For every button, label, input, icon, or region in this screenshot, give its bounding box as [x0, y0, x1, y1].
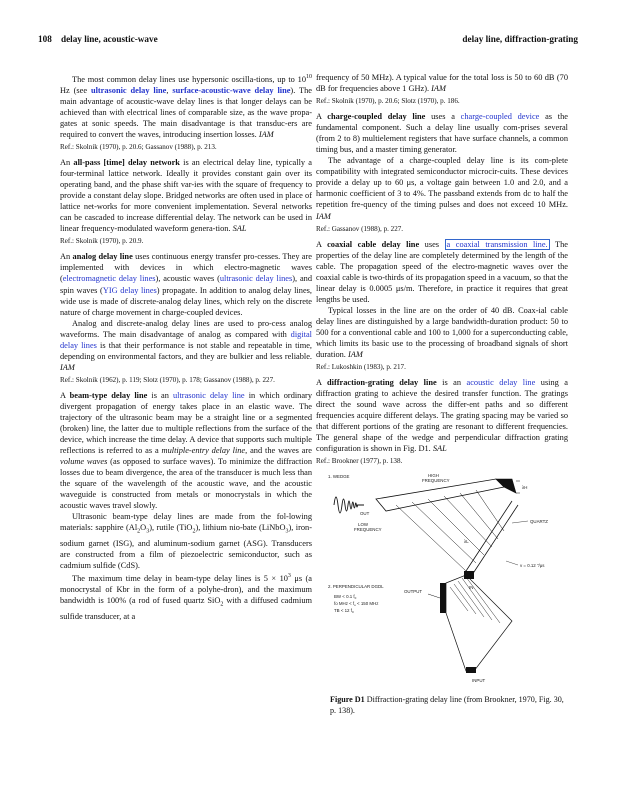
- text: ), and spin waves (: [60, 274, 313, 295]
- text: ). The main advantage of acoustic-wave delay lines is that longer delays can be achieved than with electrical lines of comparable size, as the wave propa-gates at sonic speeds. The main disadvantage is that transduc-ers are required to convert the waves, introducing insertion losses.: [60, 85, 312, 140]
- label-time-bandwidth: [334, 608, 354, 614]
- text: ), rutile (TiO: [149, 523, 193, 533]
- figure-caption: [316, 695, 568, 716]
- header-right-title: delay line, diffraction-grating: [462, 34, 578, 44]
- paragraph-continued: [316, 72, 568, 94]
- reference: Ref.: Skolnik (1970), p. 20.9.: [60, 237, 144, 246]
- text: ), iron-sodium garnet (ISG), and aluminum-sodium garnet (ASG). Transducers are constructed from a film of piezoelectric semiconductor, such as cadmium sulfide (CdS).: [60, 523, 312, 571]
- author-initials: IAM: [431, 84, 446, 94]
- label-high-frequency-1: HIGH: [428, 473, 439, 479]
- quartz-wedge: [376, 479, 504, 511]
- text: Hz (see: [60, 85, 91, 95]
- paragraph-ccd-advantage: [316, 155, 568, 221]
- label-quartz: QUARTZ: [530, 519, 548, 525]
- reference: Ref.: Gassanov (1988), p. 227.: [316, 224, 404, 233]
- fo-end-text: < 150 MHz: [355, 601, 379, 607]
- link-digital-delay-lines[interactable]: digital delay lines: [60, 329, 312, 350]
- wedge-end: [496, 479, 516, 493]
- output-transducer: [440, 583, 446, 613]
- paragraph-materials: [60, 511, 312, 571]
- label-out: OUT: [360, 511, 370, 517]
- link-electromagnetic-delay-lines[interactable]: electromagnetic delay lines: [62, 274, 156, 284]
- tb-text: TB < 12 f: [334, 608, 352, 614]
- label-perpendicular-dgdl: 2. PERPENDICULAR DGDL: [328, 584, 384, 590]
- link-charge-coupled-device[interactable]: charge-coupled device: [460, 112, 540, 122]
- text: frequency of 50 MHz). A typical value for the total loss is 50 to 60 dB (70 dB for frequencies above 1 GHz).: [316, 73, 568, 94]
- page-number: 108: [38, 34, 52, 44]
- text: ), lithium nio-bate (LiNbO: [195, 523, 286, 533]
- text: A: [316, 112, 328, 122]
- paragraph-coax-losses: [316, 305, 568, 360]
- text: uses continuous energy transfer pro-cesses. They are implemented with devices in which electro-magnetic waves (: [60, 252, 312, 284]
- text: O: [140, 523, 147, 533]
- italic-term: multiple-entry delay line: [161, 446, 246, 456]
- paragraph-max-delay: [60, 571, 312, 622]
- text: The properties of the delay line are completely determined by the length of the cable. The propagation speed of the electro-magnetic waves over the coaxial cable is two-thirds of its propagation speed in a vacuum, so that the linear delay is 0.0005 μs/m. Therefore, in practice it requires that great lengths be used.: [316, 239, 568, 304]
- text: μs (a monocrystal of Kbr in the form of a polyhe-dron), and the maximum bandwidth is 100% (a rod of fused quartz SiO: [60, 574, 313, 606]
- text: A: [60, 390, 70, 400]
- figure-d1-diagram: [316, 471, 568, 693]
- right-column: [316, 72, 568, 716]
- term-charge-coupled-delay-line: charge-coupled delay line: [327, 112, 426, 122]
- text: as the fundamental component. Such a delay line usually com-prises several (from 2 to 8) multielement registers that have surface channels, a common timing bus, and a master timing generator.: [316, 112, 568, 155]
- entry-coaxial-cable-delay-line: [316, 239, 568, 305]
- paragraph-analog-use: [60, 318, 312, 373]
- reference: Ref.: Skolnik (1970), p. 20.6; Slotz (1970), p. 186.: [316, 97, 460, 106]
- link-ultrasonic-delay-line[interactable]: ultrasonic delay line: [90, 85, 167, 95]
- fo-subscript: o: [354, 603, 356, 608]
- reference: Ref.: Skolnik (1962), p. 119; Slotz (1970), p. 178; Gassanov (1988), p. 227.: [60, 375, 275, 384]
- term-coaxial-cable-delay-line: coaxial cable delay line: [327, 239, 420, 249]
- entry-diffraction-grating-delay-line: [316, 377, 568, 454]
- label-lambda-h: λH: [522, 485, 528, 491]
- label-wedge: 1. WEDGE: [328, 474, 350, 480]
- bandwidth-subscript: 0: [354, 596, 357, 601]
- link-ultrasonic-delay-line[interactable]: ultrasonic delay line: [173, 390, 245, 400]
- header-left: [38, 34, 158, 44]
- perpendicular-substrate: [446, 575, 512, 671]
- label-output: OUTPUT: [404, 589, 423, 595]
- author-initials: IAM: [258, 130, 274, 140]
- text: with a diffused cadmium sulfide transducer, at a: [60, 596, 313, 621]
- author-initials: IAM: [60, 362, 75, 372]
- text: is an: [436, 378, 467, 388]
- text: (as opposed to surface waves). To minimize the diffraction losses due to beam divergence, the area of the transducer is much less than the square of the wavelength of the acoustic wave, and the acoustic waveguide is constructed from metals or monocrystals in which the acoustic waves travel slowly.: [60, 457, 312, 511]
- author-initials: IAM: [347, 350, 363, 360]
- fo-text: fo MHz < f: [334, 601, 355, 607]
- text: Analog and discrete-analog delay lines are used to pro-cess analog waveforms. The main disadvantage of analog as compared with: [60, 318, 312, 339]
- text: The advantage of a charge-coupled delay line is its com-plete compatibility with integrated semiconductor microcir-cuits. These devices provide a delay up to 60 μs, a voltage gain between 1.0 and 2.0, and a harmonic coefficient of 3 to 4%. The passband extends from dc to half the repetition fre-quency of the timing pulses and does not exceed 10 MHz.: [316, 156, 568, 210]
- subscript: 2: [192, 529, 196, 536]
- quartz-bar: [466, 501, 512, 571]
- paragraph-intro: [60, 72, 312, 140]
- link-yig-delay-lines[interactable]: YIG delay lines: [102, 285, 157, 295]
- term-analog-delay-line: analog delay line: [72, 252, 133, 262]
- diffraction-grating-diagram: [316, 471, 568, 693]
- label-bandwidth: [334, 594, 357, 600]
- label-high-frequency-2: FREQUENCY: [422, 478, 450, 484]
- tb-subscript: 0: [351, 610, 354, 615]
- grating-lines: [396, 490, 504, 571]
- header-left-title: delay line, acoustic-wave: [60, 34, 158, 44]
- entry-analog-delay-line: [60, 251, 312, 317]
- author-initials: IAM: [316, 211, 331, 221]
- text: in which ordinary divergent propagation of energy takes place in an elastic wave. The trajectory of the ultrasonic beam may be a straight line or a segmented (broken) line, the latter due to multiple reflections from the surface of the device, which increase the time delay. A device that supports such multiple reflections is referred to as a: [60, 390, 313, 456]
- entry-all-pass-delay-network: [60, 157, 312, 234]
- term-all-pass-delay-network: all-pass [time] delay network: [73, 158, 180, 168]
- text: is an electrical delay line, typically a four-terminal lattice network. Ideally it provides constant gain over its operating band, and the phase shift var-ies with the square of frequency to provide a constant delay slope. Bridged networks are often used in place of lattice net-works for more convenient implementation. Several networks can be cascaded to increase differential delay. The network can be used in linear frequency-modulated waveform genera-tion.: [60, 158, 312, 234]
- link-ultrasonic-delay-lines[interactable]: ultrasonic delay lines: [219, 274, 293, 284]
- text: A: [316, 378, 328, 388]
- text: The most common delay lines use hypersonic oscilla-tions, up to 10: [72, 74, 306, 84]
- caption-text: Diffraction-grating delay line (from Brookner, 1970, Fig. 30, p. 138).: [330, 695, 564, 715]
- label-velocity: v = 0.12 "/μs: [520, 563, 545, 569]
- text: Ultrasonic beam-type delay lines are made from the fol-lowing materials: sapphire (Al: [60, 512, 312, 533]
- subscript: 2: [220, 601, 224, 608]
- quartz-leader: [512, 521, 528, 523]
- bandwidth-text: BW < 0.1 f: [334, 594, 355, 600]
- figure-label: Figure D1: [330, 695, 365, 705]
- left-column: [60, 72, 312, 622]
- exponent: 10: [306, 74, 312, 80]
- italic-term: volume waves: [60, 457, 108, 467]
- label-input: INPUT: [472, 678, 486, 684]
- text: ,: [166, 85, 173, 95]
- label-in: IN: [469, 585, 474, 591]
- subscript: 3: [285, 529, 289, 536]
- text: ), acoustic waves (: [155, 274, 220, 284]
- text: , and the waves are: [245, 446, 312, 456]
- label-low-frequency-2: FREQUENCY: [354, 527, 382, 533]
- text: uses a: [425, 112, 461, 122]
- subscript: 3: [146, 529, 150, 536]
- reference: Ref.: Skolnik (1970), p. 20.6; Gassanov (1988), p. 213.: [60, 143, 217, 152]
- author-initials: SAL: [432, 444, 447, 454]
- term-beam-type-delay-line: beam-type delay line: [69, 390, 148, 400]
- label-lambda-l: λL: [464, 539, 469, 545]
- author-initials: SAL: [232, 224, 247, 234]
- reference: Ref.: Lukoshkin (1983), p. 217.: [316, 363, 406, 372]
- text: using a diffraction grating to achieve the desired transfer function. The gratings direct the sound wave across the differ-ent paths and so different frequencies acquire different delays. The grating spacing may be varied so that different portions of the grating are resonant to different frequencies. The general shape of the wedge and perpendicular diffraction grating configuration is shown in Fig. D1.: [316, 378, 569, 454]
- text: An: [60, 252, 73, 262]
- text: An: [60, 158, 74, 168]
- label-center-frequency: [334, 601, 378, 607]
- text: uses: [419, 239, 445, 249]
- text: is that their performance is not stable and repeatable in time, depending on environmental factors, and they are bulkier and less reliable.: [60, 340, 312, 361]
- link-coaxial-transmission-line[interactable]: a coaxial transmission line.: [446, 239, 548, 249]
- text: A: [316, 239, 328, 249]
- label-low-frequency-1: LOW: [358, 522, 369, 528]
- subscript: 2: [137, 529, 141, 536]
- exponent: 3: [287, 573, 291, 580]
- link-surface-acoustic-wave-delay-line[interactable]: surface-acoustic-wave delay line: [172, 85, 291, 95]
- reference: Ref.: Brookner (1977), p. 138.: [316, 457, 403, 466]
- text: ) propagate. In addition to analog delay lines, wide use is made of discrete-analog delay lines, which rely on the discrete nature of charge movement in charge-coupled devices.: [60, 285, 312, 317]
- text: is an: [147, 390, 173, 400]
- text: Typical losses in the line are on the order of 40 dB. Coax-ial cable delay lines are distinguished by a large bandwidth-duration product: 50 to 500 for a conventional cable and 100 to 1,000 for a superconducting cable, which limits its basic use to the processing of broadband signals of short duration.: [316, 305, 568, 360]
- velocity-leader: [506, 561, 518, 565]
- link-acoustic-delay-line[interactable]: acoustic delay line: [466, 378, 536, 388]
- entry-beam-type-delay-line: [60, 390, 312, 512]
- output-lead: [428, 594, 440, 598]
- input-transducer-2: [466, 667, 476, 673]
- running-header: [38, 34, 578, 48]
- entry-charge-coupled-delay-line: [316, 111, 568, 155]
- term-diffraction-grating-delay-line: diffraction-grating delay line: [327, 378, 437, 388]
- text: The maximum time delay in beam-type delay lines is 5 × 10: [72, 574, 288, 584]
